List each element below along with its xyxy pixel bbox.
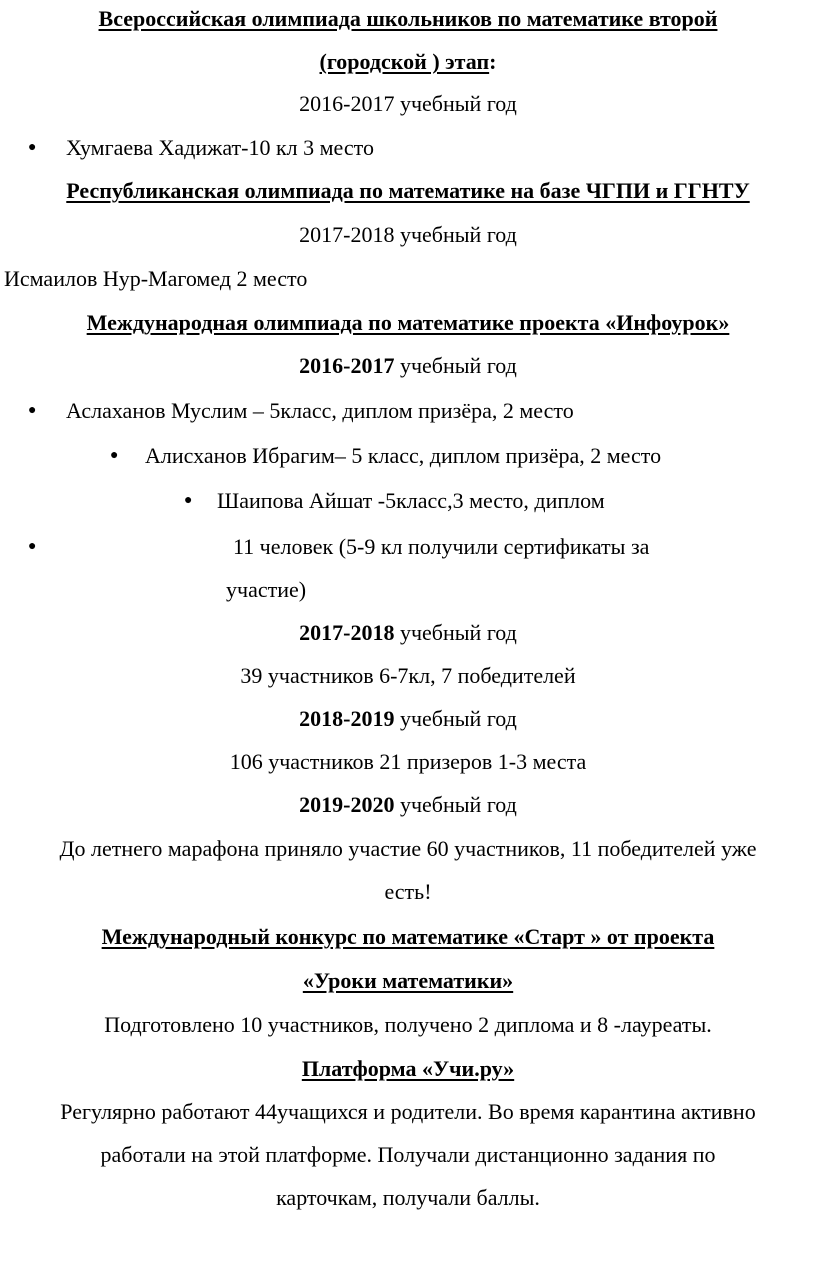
result-line: 39 участников 6-7кл, 7 победителей [240, 663, 576, 688]
heading-all-russian-olympiad [0, 5, 816, 33]
result-line: есть! [384, 879, 432, 904]
heading-republican-olympiad: Республиканская олимпиада по математике на базе ЧГПИ и ГГНТУ [66, 178, 750, 203]
list-item: Шаипова Айшат -5класс,3 место, диплом [217, 488, 605, 513]
heading-infourok-olympiad: Международная олимпиада по математике проекта «Инфоурок» [86, 310, 730, 335]
list-item: Хумгаева Хадижат-10 кл 3 место [66, 135, 374, 160]
heading-start-contest-line-2: «Уроки математики» [302, 968, 514, 993]
heading-line-2: (городской ) этап [319, 49, 490, 74]
bullet-icon: ● [28, 140, 37, 155]
list-item: Алисханов Ибрагим– 5 класс, диплом призёра, 2 место [145, 443, 662, 468]
paragraph-line: карточкам, получали баллы. [276, 1185, 540, 1210]
year-line: 2017-2018 учебный год [299, 222, 517, 247]
heading-line-1: Всероссийская олимпиада школьников по математике второй [98, 6, 718, 31]
paragraph-line: работали на этой платформе. Получали дистанционно задания по [100, 1142, 716, 1167]
year-line: 2017-2018 учебный год [299, 620, 517, 645]
list-item: Аслаханов Муслим – 5класс, диплом призёра, 2 место [66, 398, 574, 423]
result-line: Подготовлено 10 участников, получено 2 диплома и 8 -лауреаты. [104, 1012, 712, 1037]
heading-uchi-ru-platform: Платформа «Учи.ру» [301, 1056, 515, 1081]
heading-all-russian-olympiad-stage [0, 48, 816, 76]
year-line: 2018-2019 учебный год [299, 706, 517, 731]
bullet-icon: ● [28, 403, 37, 418]
bullet-icon: ● [110, 448, 119, 463]
paragraph-line: Регулярно работают 44учащихся и родители. Во время карантина активно [60, 1099, 756, 1124]
result-line: До летнего марафона приняло участие 60 участников, 11 победителей уже [59, 836, 757, 861]
year-line: 2019-2020 учебный год [299, 792, 517, 817]
year-line: 2016-2017 учебный год [299, 353, 517, 378]
list-item-continuation: участие) [226, 577, 307, 602]
list-item: Исмаилов Нур-Магомед 2 место [4, 266, 308, 291]
bullet-icon: ● [28, 539, 37, 554]
bullet-icon: ● [184, 493, 193, 508]
heading-start-contest: Международный конкурс по математике «Старт » от проекта [101, 924, 715, 949]
year-line: 2016-2017 учебный год [299, 91, 517, 116]
list-item: 11 человек (5-9 кл получили сертификаты за [233, 534, 650, 559]
result-line: 106 участников 21 призеров 1-3 места [229, 749, 587, 774]
heading-colon: : [489, 49, 497, 74]
